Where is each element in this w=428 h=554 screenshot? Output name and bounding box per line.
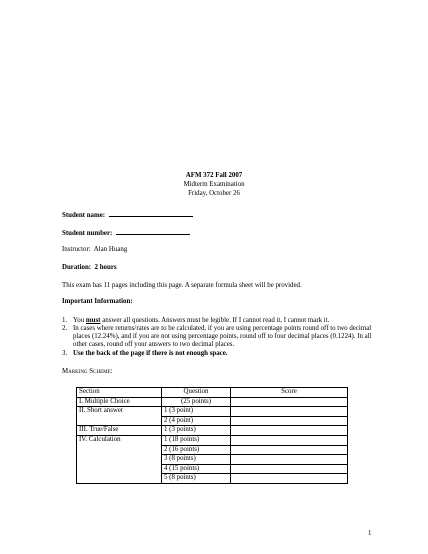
score-cell[interactable] xyxy=(231,397,348,407)
page-number: 1 xyxy=(368,530,372,537)
table-row xyxy=(77,407,348,417)
question-cell: 1 (18 points) xyxy=(162,435,231,445)
exam-type: Midterm Examination xyxy=(183,181,245,188)
question-cell: (25 points) xyxy=(162,397,231,407)
question-cell: 1 (3 point) xyxy=(162,407,231,417)
score-cell[interactable] xyxy=(231,407,348,417)
table-row xyxy=(77,435,348,445)
score-cell[interactable] xyxy=(231,455,348,465)
marking-scheme-table xyxy=(76,387,348,484)
question-cell: 5 (8 points) xyxy=(162,474,231,484)
important-heading: Important Information: xyxy=(62,298,133,305)
score-cell[interactable] xyxy=(231,474,348,484)
question-cell: 2 (16 points) xyxy=(162,445,231,455)
student-number-label: Student number: xyxy=(62,230,113,237)
info-item-number: 3. xyxy=(62,350,68,357)
student-name-row xyxy=(62,210,193,220)
info-item-text: Use the back of the page if there is not enough space. xyxy=(73,350,228,357)
score-cell[interactable] xyxy=(231,426,348,436)
instructor-name: Alan Huang xyxy=(93,246,128,253)
header-question: Question xyxy=(162,388,231,398)
table-row xyxy=(77,397,348,407)
marking-scheme-label: Marking Scheme: xyxy=(62,368,113,375)
score-cell[interactable] xyxy=(231,445,348,455)
header-score: Score xyxy=(231,388,348,398)
table-header-row xyxy=(77,388,348,398)
section-cell: I. Multiple Choice xyxy=(77,397,162,407)
student-name-label: Student name: xyxy=(62,212,106,219)
section-cell: II. Short answer xyxy=(77,407,162,426)
student-number-blank[interactable] xyxy=(116,228,190,235)
exam-info: This exam has 11 pages including this page. A separate formula sheet will be provided. xyxy=(62,282,302,289)
info-item-text: You must answer all questions. Answers must be legible. If I cannot read it, I cannot mark it. xyxy=(73,317,330,324)
info-item-number: 2. xyxy=(62,325,68,332)
header-section: Section xyxy=(77,388,162,398)
student-name-blank[interactable] xyxy=(109,210,193,217)
info-item-number: 1. xyxy=(62,317,68,324)
question-cell: 3 (8 points) xyxy=(162,455,231,465)
emphasis-must: must xyxy=(85,317,101,324)
score-cell[interactable] xyxy=(231,416,348,426)
question-cell: 4 (15 points) xyxy=(162,464,231,474)
exam-date: Friday, October 26 xyxy=(188,190,240,197)
info-item-text: In cases where returns/rates are to be calculated, if you are using percentage points round off to two decimal places (12.24%), and if you are not using percentage points, round off to four decimal places (0.1224). In all other cases, round off your answers to two decimal places. xyxy=(73,325,372,349)
score-cell[interactable] xyxy=(231,435,348,445)
instructor-row xyxy=(62,246,127,254)
section-cell: III. True/False xyxy=(77,426,162,436)
section-cell: IV. Calculation xyxy=(77,435,162,483)
duration-value: 2 hours xyxy=(94,264,117,271)
student-number-row xyxy=(62,228,190,238)
table-row xyxy=(77,426,348,436)
duration-label: Duration: xyxy=(62,264,92,271)
instructor-label: Instructor: xyxy=(62,246,91,253)
course-title: AFM 372 Fall 2007 xyxy=(185,172,243,179)
duration-row xyxy=(62,264,117,272)
question-cell: 1 (3 points) xyxy=(162,426,231,436)
question-cell: 2 (4 point) xyxy=(162,416,231,426)
score-cell[interactable] xyxy=(231,464,348,474)
